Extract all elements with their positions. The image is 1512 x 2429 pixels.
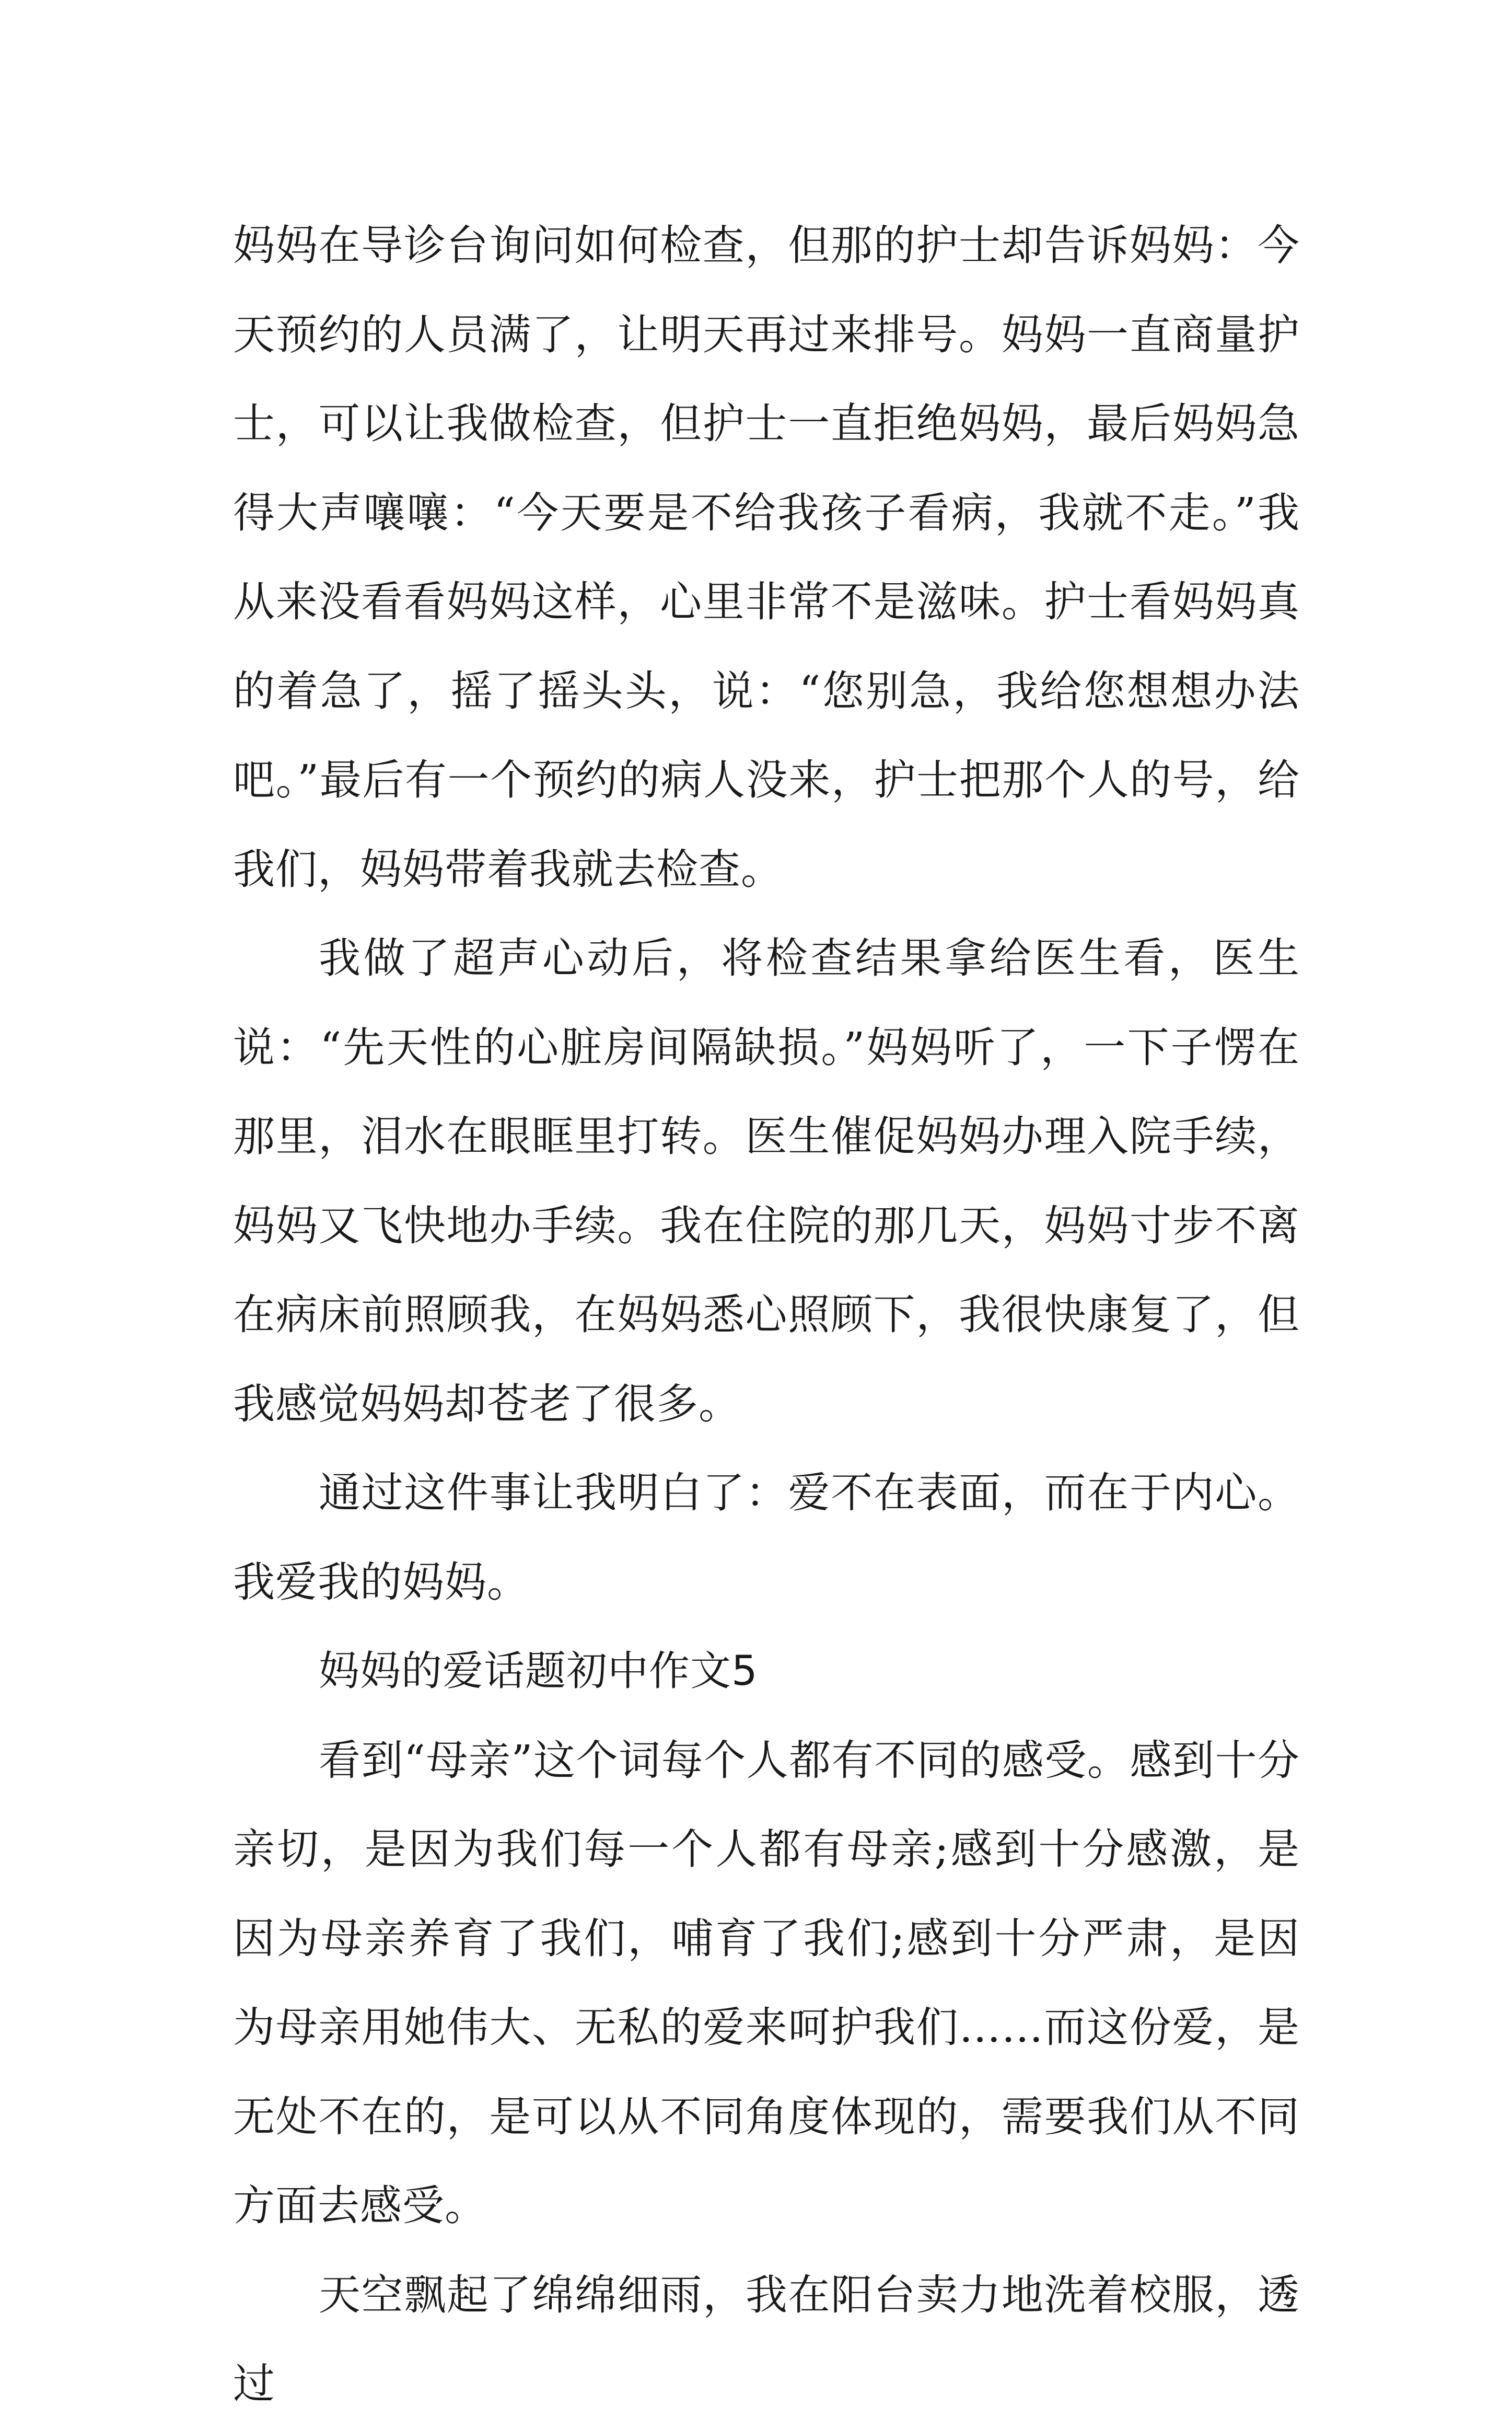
paragraph-3: 通过这件事让我明白了：爱不在表面，而在于内心。我爱我的妈妈。	[233, 1468, 1300, 1606]
document-body	[233, 201, 1300, 2429]
paragraph-4: 看到“母亲”这个词每个人都有不同的感受。感到十分亲切，是因为我们每一个人都有母亲;感到十分感激，是因为母亲养育了我们，哺育了我们;感到十分严肃，是因为母亲用她伟大、无私的爱来呵护我们……而这份爱，是无处不在的，是可以从不同角度体现的，需要我们从不同方面去感受。	[233, 1736, 1300, 2230]
paragraph-2: 我做了超声心动后，将检查结果拿给医生看，医生说：“先天性的心脏房间隔缺损。”妈妈听了，一下子愣在那里，泪水在眼眶里打转。医生催促妈妈办理入院手续，妈妈又飞快地办手续。我在住院的那几天，妈妈寸步不离在病床前照顾我，在妈妈悉心照顾下，我很快康复了，但我感觉妈妈却苍老了很多。	[233, 934, 1300, 1428]
paragraph-1: 妈妈在导诊台询问如何检查，但那的护士却告诉妈妈：今天预约的人员满了，让明天再过来排号。妈妈一直商量护士，可以让我做检查，但护士一直拒绝妈妈，最后妈妈急得大声嚷嚷：“今天要是不给我孩子看病，我就不走。”我从来没看看妈妈这样，心里非常不是滋味。护士看妈妈真的着急了，摇了摇头头，说：“您别急，我给您想想办法吧。”最后有一个预约的病人没来，护士把那个人的号，给我们，妈妈带着我就去检查。	[233, 221, 1300, 894]
essay-heading: 妈妈的爱话题初中作文5	[319, 1648, 758, 1695]
paragraph-5: 天空飘起了绵绵细雨，我在阳台卖力地洗着校服，透过	[233, 2270, 1300, 2408]
